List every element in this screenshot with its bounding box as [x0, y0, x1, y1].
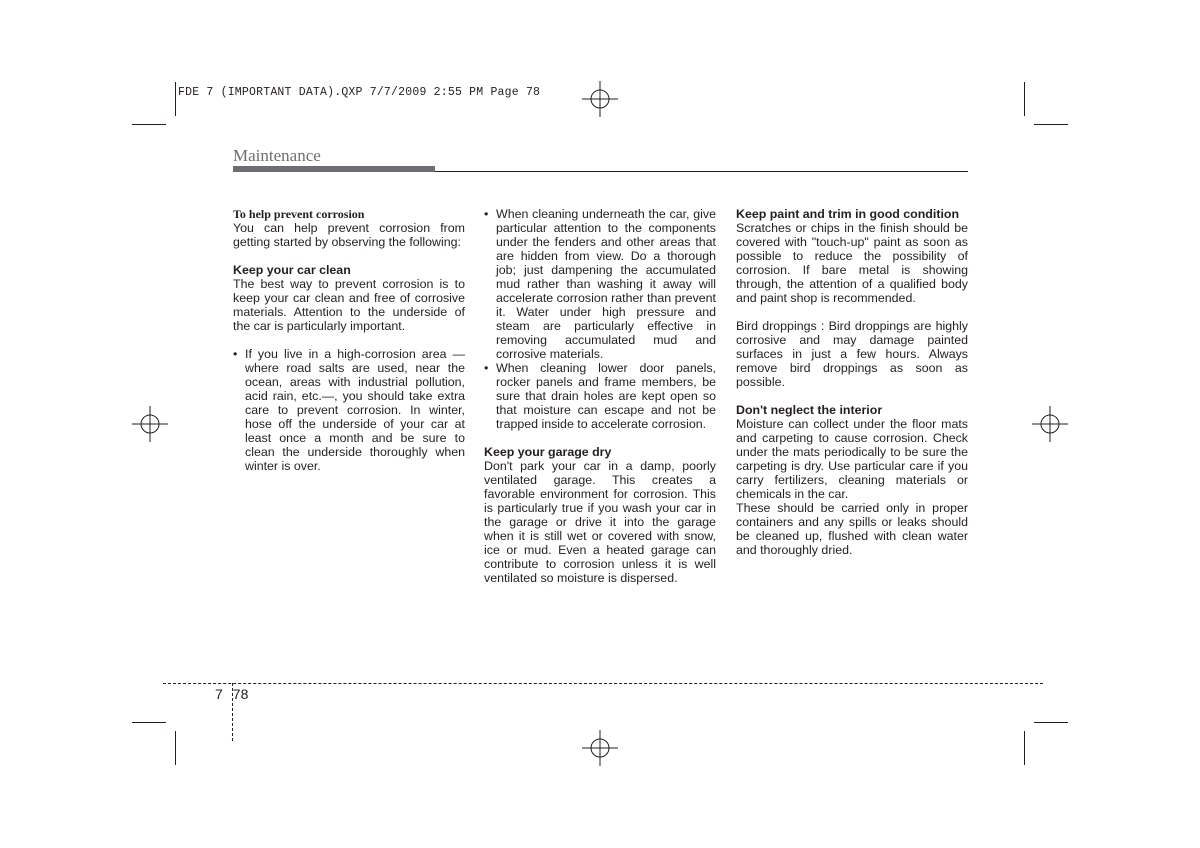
paragraph-keep-car-clean: The best way to prevent corrosion is to keep your car clean and free of corrosive materials. Attention to the underside of the car is particularly important. — [233, 277, 465, 333]
bullet-cleaning-underneath: When cleaning underneath the car, give particular attention to the components under the fenders and other areas that are hidden from view. Do a thorough job; just dampening the accumulated mud rather than washing it away will accelerate corrosion rather than prevent it. Water under high pressure and steam are particularly effective in removing accumulated mud and corrosive materials. — [496, 207, 716, 361]
footer-dashed-rule — [163, 683, 1043, 684]
crop-mark-top-right-h — [1034, 124, 1068, 125]
crop-mark-top-left-h — [132, 124, 166, 125]
page-number-value: 78 — [232, 686, 249, 702]
crop-mark-top-right-v — [1024, 82, 1025, 116]
column-2 — [484, 207, 716, 585]
page-number — [215, 686, 248, 702]
registration-mark-left-icon — [132, 406, 168, 442]
crop-mark-bottom-left-v — [175, 731, 176, 765]
bullet-lower-door-panels: When cleaning lower door panels, rocker panels and frame members, be sure that drain holes are kept open so that moisture can escape and not be trapped inside to accelerate corrosion. — [496, 361, 716, 431]
registration-mark-bottom-icon — [582, 730, 618, 766]
crop-mark-bottom-left-h — [132, 722, 166, 723]
bullet-icon: • — [484, 207, 489, 221]
heading-keep-car-clean: Keep your car clean — [233, 263, 351, 277]
registration-mark-right-icon — [1032, 406, 1068, 442]
header-rule-thick — [233, 166, 435, 172]
printer-slug: FDE 7 (IMPORTANT DATA).QXP 7/7/2009 2:55 PM Page 78 — [178, 86, 541, 99]
paragraph-interior-containers: These should be carried only in proper containers and any spills or leaks should be cleaned up, flushed with clean water and thoroughly dried. — [736, 501, 968, 557]
section-title: Maintenance — [233, 146, 321, 165]
corrosion-title: To help prevent corrosion — [233, 207, 365, 221]
registration-mark-top-icon — [582, 81, 618, 117]
paragraph-interior-moisture: Moisture can collect under the floor mats and carpeting to cause corrosion. Check under the mats periodically to be sure the carpeting is dry. Use particular care if you carry fertilizers, cleaning materials or chemicals in the car. — [736, 417, 968, 501]
column-1 — [233, 207, 465, 473]
bullet-icon: • — [484, 361, 489, 375]
heading-garage-dry: Keep your garage dry — [484, 445, 612, 459]
crop-mark-bottom-right-h — [1034, 722, 1068, 723]
paragraph-bird-droppings: Bird droppings : Bird droppings are highly corrosive and may damage painted surfaces in just a few hours. Always remove bird droppings as soon as possible. — [736, 319, 968, 389]
crop-mark-bottom-right-v — [1024, 731, 1025, 765]
header-rule-thin — [435, 171, 968, 172]
crop-mark-top-left-v — [175, 82, 176, 116]
list-item — [484, 207, 716, 361]
column-3 — [736, 207, 968, 557]
bullet-icon: • — [233, 347, 238, 361]
heading-interior: Don't neglect the interior — [736, 403, 883, 417]
chapter-number: 7 — [215, 686, 223, 702]
list-item — [233, 347, 465, 473]
intro-paragraph: You can help prevent corrosion from getting started by observing the following: — [233, 221, 465, 249]
list-item — [484, 361, 716, 431]
heading-paint-trim: Keep paint and trim in good condition — [736, 207, 960, 221]
paragraph-paint-trim: Scratches or chips in the finish should be covered with "touch-up" paint as soon as possible to reduce the possibility of corrosion. If bare metal is showing through, the attention of a qualified body and paint shop is recommended. — [736, 221, 968, 305]
bullet-high-corrosion-area: If you live in a high-corrosion area — where road salts are used, near the ocean, areas with industrial pollution, acid rain, etc.—, you should take extra care to prevent corrosion. In winter, hose off the underside of your car at least once a month and be sure to clean the underside thoroughly when winter is over. — [245, 347, 465, 473]
paragraph-garage-dry: Don't park your car in a damp, poorly ventilated garage. This creates a favorable environment for corrosion. This is particularly true if you wash your car in the garage or drive it into the garage when it is still wet or covered with snow, ice or mud. Even a heated garage can contribute to corrosion unless it is well ventilated so moisture is dispersed. — [484, 459, 716, 585]
